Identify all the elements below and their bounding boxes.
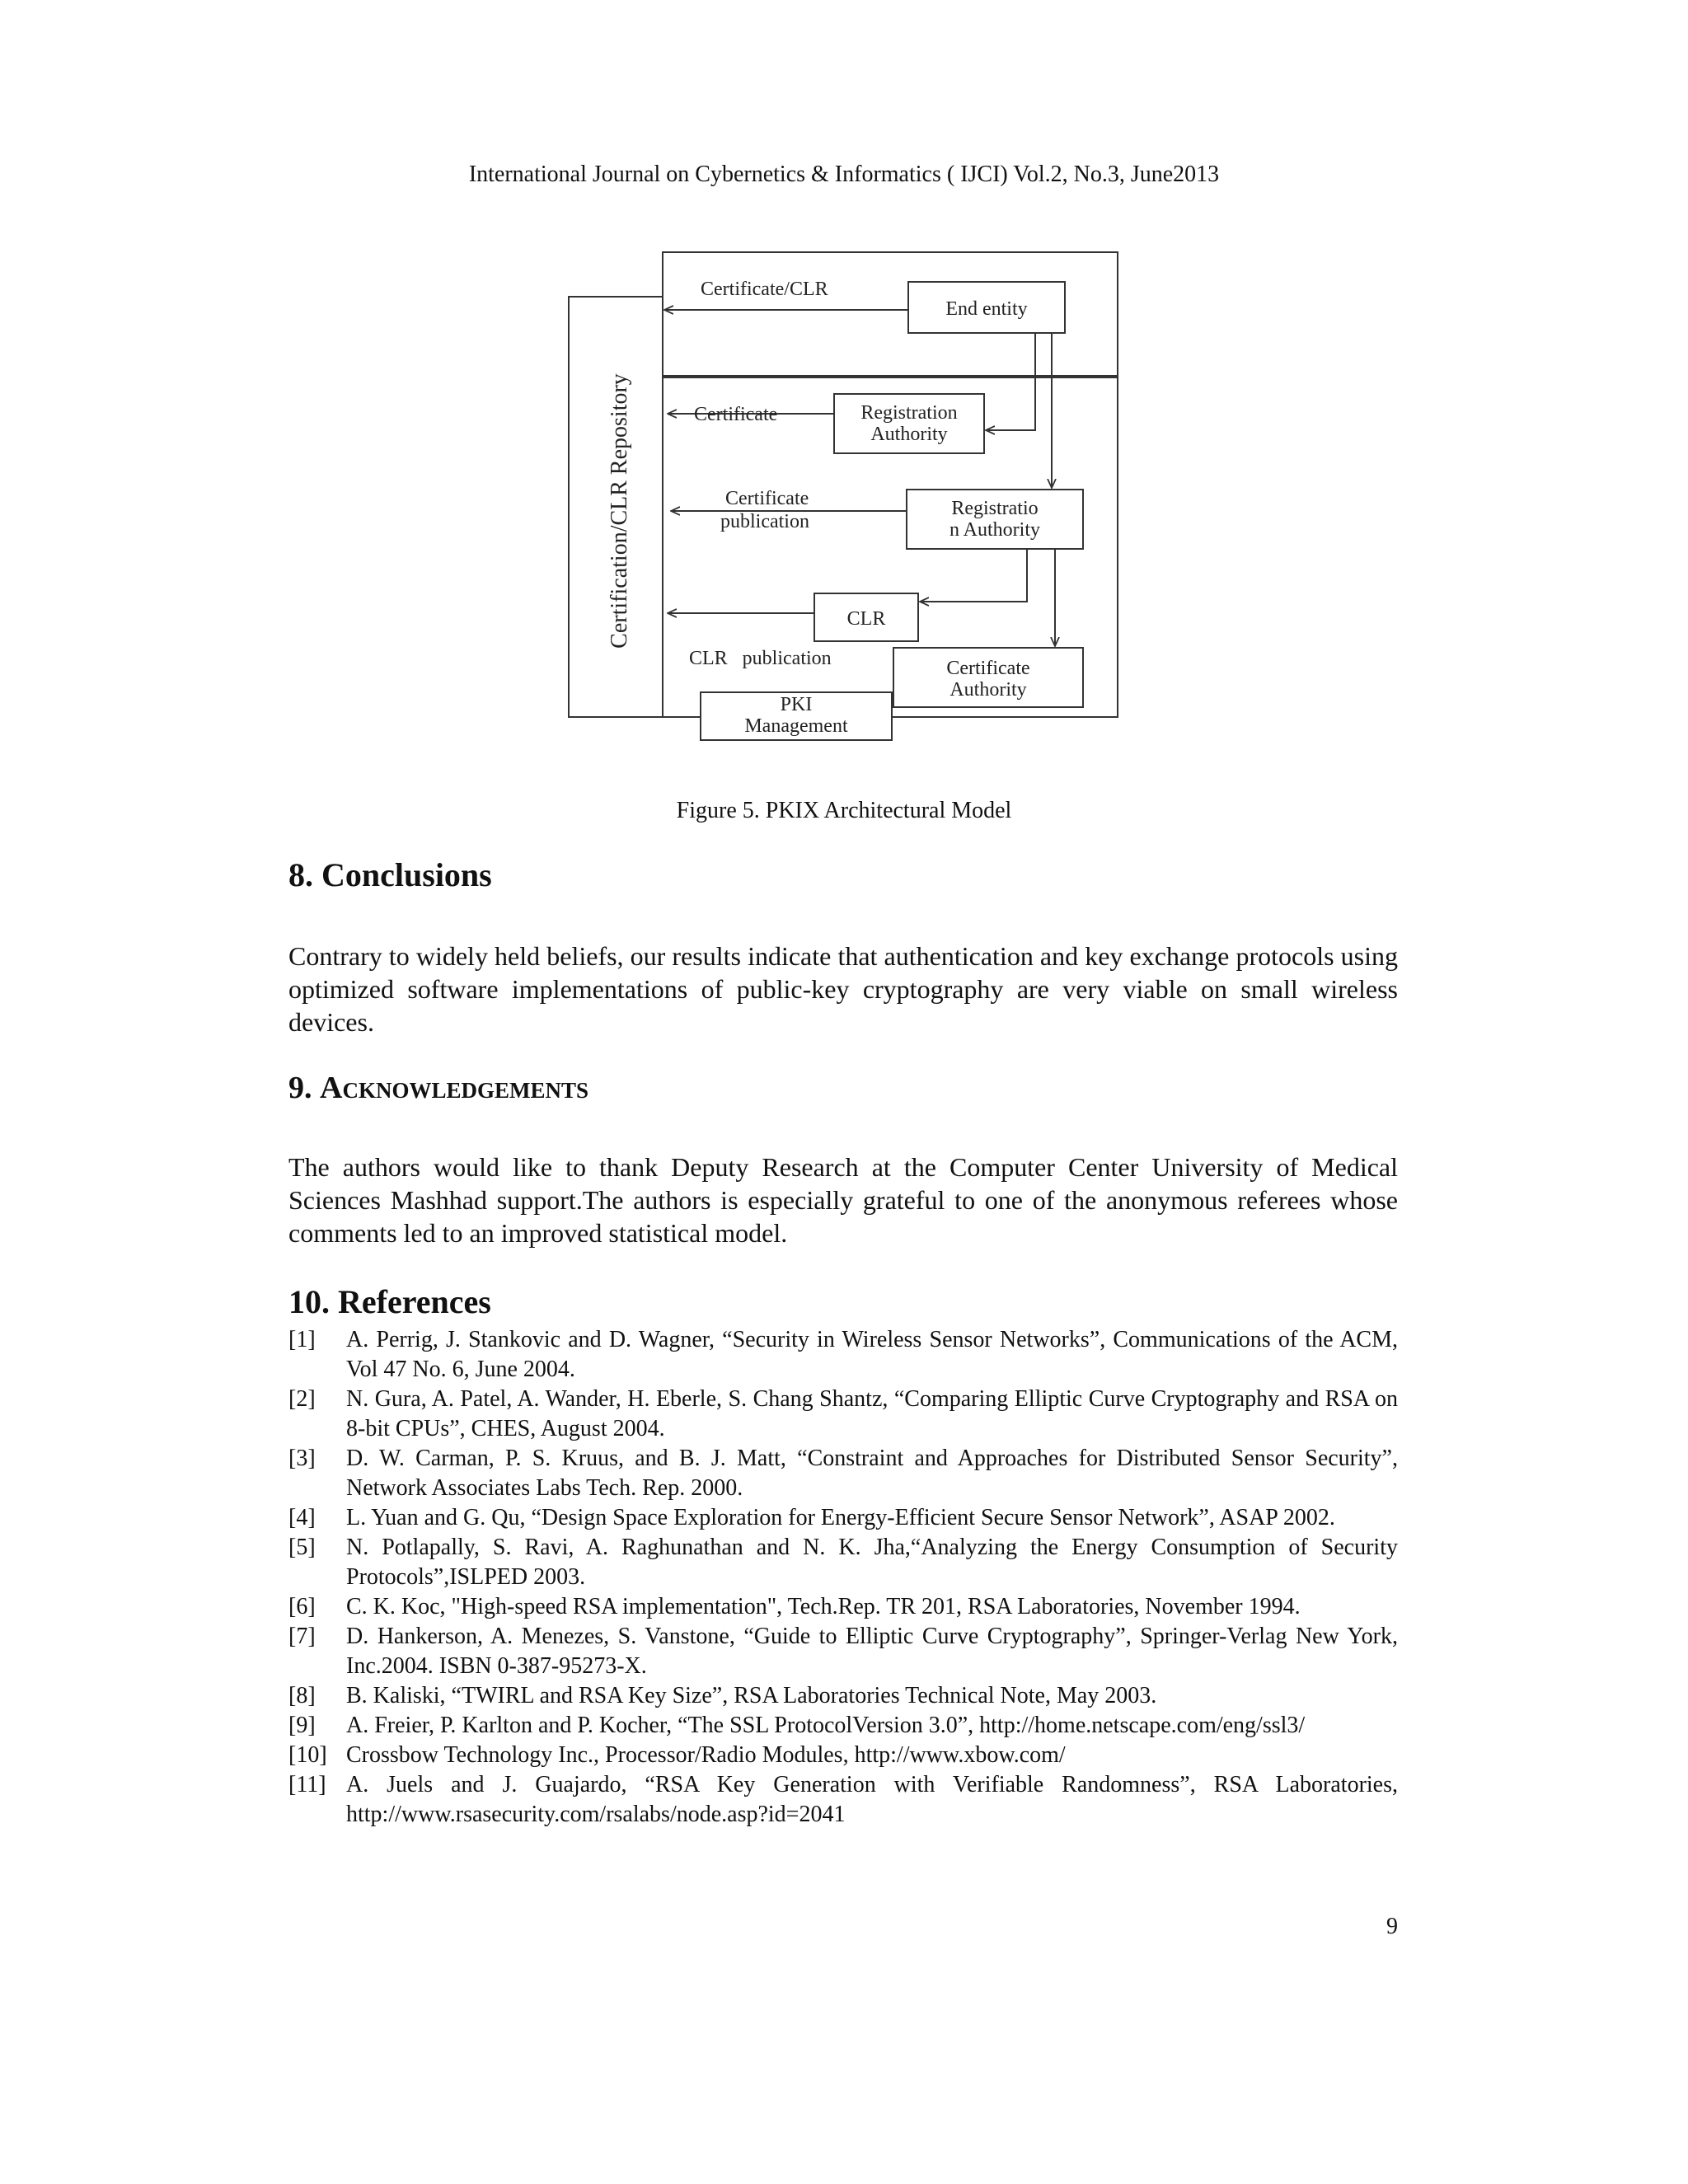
reference-number: [9] xyxy=(288,1713,316,1738)
acknowledgements-paragraph: The authors would like to thank Deputy Research at the Computer Center University of Medical Sciences Mashhad support.The authors is especially grateful to one of the anonymous referees whose comments led to an improved statistical model. xyxy=(288,1152,1398,1248)
reference-item xyxy=(288,1503,1398,1533)
reference-text: N. Potlapally, S. Ravi, A. Raghunathan and N. K. Jha,“Analyzing the Energy Consumption of Security Protocols”,ISLPED 2003. xyxy=(346,1535,1398,1590)
clr-label: CLR xyxy=(846,608,886,630)
reference-number: [4] xyxy=(288,1505,316,1530)
reference-item xyxy=(288,1711,1398,1741)
ra2-label-line1: Registratio xyxy=(951,498,1039,519)
reference-item xyxy=(288,1622,1398,1681)
references-list xyxy=(288,1325,1398,1830)
reference-text: C. K. Koc, "High-speed RSA implementation", Tech.Rep. TR 201, RSA Laboratories, November 1994. xyxy=(346,1594,1301,1619)
reference-number: [1] xyxy=(288,1327,316,1352)
reference-text: A. Juels and J. Guajardo, “RSA Key Generation with Verifiable Randomness”, RSA Laboratories, http://www.rsasecurity.com/rsalabs/node.asp?id=2041 xyxy=(346,1772,1398,1827)
ra1-label-line1: Registration xyxy=(860,402,958,424)
reference-text: D. Hankerson, A. Menezes, S. Vanstone, “Guide to Elliptic Curve Cryptography”, Springer-Verlag New York, Inc.2004. ISBN 0-387-95273-X. xyxy=(346,1624,1398,1679)
reference-number: [2] xyxy=(288,1386,316,1412)
ra2-label-line2: n Authority xyxy=(949,519,1041,541)
pki-label-line2: Management xyxy=(744,715,848,737)
acknowledgements-heading xyxy=(288,1070,588,1106)
acknowledgements-title: Acknowledgements xyxy=(320,1071,588,1105)
reference-item xyxy=(288,1444,1398,1503)
page-number: 9 xyxy=(1386,1914,1398,1939)
reference-text: A. Freier, P. Karlton and P. Kocher, “The SSL ProtocolVersion 3.0”, http://home.netscape.com/eng/ssl3/ xyxy=(346,1713,1306,1738)
reference-number: [8] xyxy=(288,1683,316,1708)
ra1-label-line2: Authority xyxy=(870,424,948,445)
reference-number: [7] xyxy=(288,1624,316,1649)
cert-pub-label-line1: Certificate xyxy=(725,488,809,509)
reference-number: [5] xyxy=(288,1535,316,1560)
reference-item xyxy=(288,1741,1398,1770)
reference-text: Crossbow Technology Inc., Processor/Radio Modules, http://www.xbow.com/ xyxy=(346,1742,1066,1768)
clr-publication-label: CLR publication xyxy=(689,648,832,669)
conclusions-heading: 8. Conclusions xyxy=(288,856,492,893)
certificate-label: Certificate xyxy=(694,404,778,425)
cert-clr-label: Certificate/CLR xyxy=(701,279,828,300)
arrow-ra2-to-clr xyxy=(920,549,1027,602)
reference-number: [3] xyxy=(288,1446,316,1471)
reference-item xyxy=(288,1681,1398,1711)
ca-label-line1: Certificate xyxy=(946,658,1030,679)
reference-text: N. Gura, A. Patel, A. Wander, H. Eberle, S. Chang Shantz, “Comparing Elliptic Curve Cryptography and RSA on 8-bit CPUs”, CHES, August 2004. xyxy=(346,1386,1398,1441)
reference-item xyxy=(288,1325,1398,1385)
reference-number: [6] xyxy=(288,1594,316,1619)
reference-number: [10] xyxy=(288,1742,327,1768)
end-entity-label: End entity xyxy=(945,298,1028,320)
pkix-figure xyxy=(560,247,1137,775)
reference-text: A. Perrig, J. Stankovic and D. Wagner, “Security in Wireless Sensor Networks”, Communications of the ACM, Vol 47 No. 6, June 2004. xyxy=(346,1327,1398,1382)
arrow-ee-to-ra1 xyxy=(986,333,1035,430)
reference-text: D. W. Carman, P. S. Kruus, and B. J. Matt, “Constraint and Approaches for Distributed Sensor Security”, Network Associates Labs Tech. Rep. 2000. xyxy=(346,1446,1398,1501)
conclusions-paragraph: Contrary to widely held beliefs, our results indicate that authentication and key exchange protocols using optimized software implementations of public-key cryptography are very viable on small wireless devices. xyxy=(288,941,1398,1037)
reference-item xyxy=(288,1385,1398,1444)
running-header: International Journal on Cybernetics & Informatics ( IJCI) Vol.2, No.3, June2013 xyxy=(468,162,1220,187)
repository-label: Certification/CLR Repository xyxy=(607,373,632,649)
pkix-diagram xyxy=(560,247,1137,775)
reference-item xyxy=(288,1533,1398,1592)
ca-label-line2: Authority xyxy=(950,679,1027,701)
acknowledgements-number: 9. xyxy=(288,1071,312,1105)
pki-label-line1: PKI xyxy=(780,694,813,715)
reference-text: L. Yuan and G. Qu, “Design Space Exploration for Energy-Efficient Secure Sensor Network”, ASAP 2002. xyxy=(346,1505,1335,1530)
reference-number: [11] xyxy=(288,1772,326,1797)
reference-text: B. Kaliski, “TWIRL and RSA Key Size”, RSA Laboratories Technical Note, May 2003. xyxy=(346,1683,1157,1708)
figure-caption: Figure 5. PKIX Architectural Model xyxy=(676,798,1012,823)
reference-item xyxy=(288,1592,1398,1622)
reference-item xyxy=(288,1770,1398,1830)
references-heading: 10. References xyxy=(288,1283,491,1320)
cert-pub-label-line2: publication xyxy=(720,511,809,532)
